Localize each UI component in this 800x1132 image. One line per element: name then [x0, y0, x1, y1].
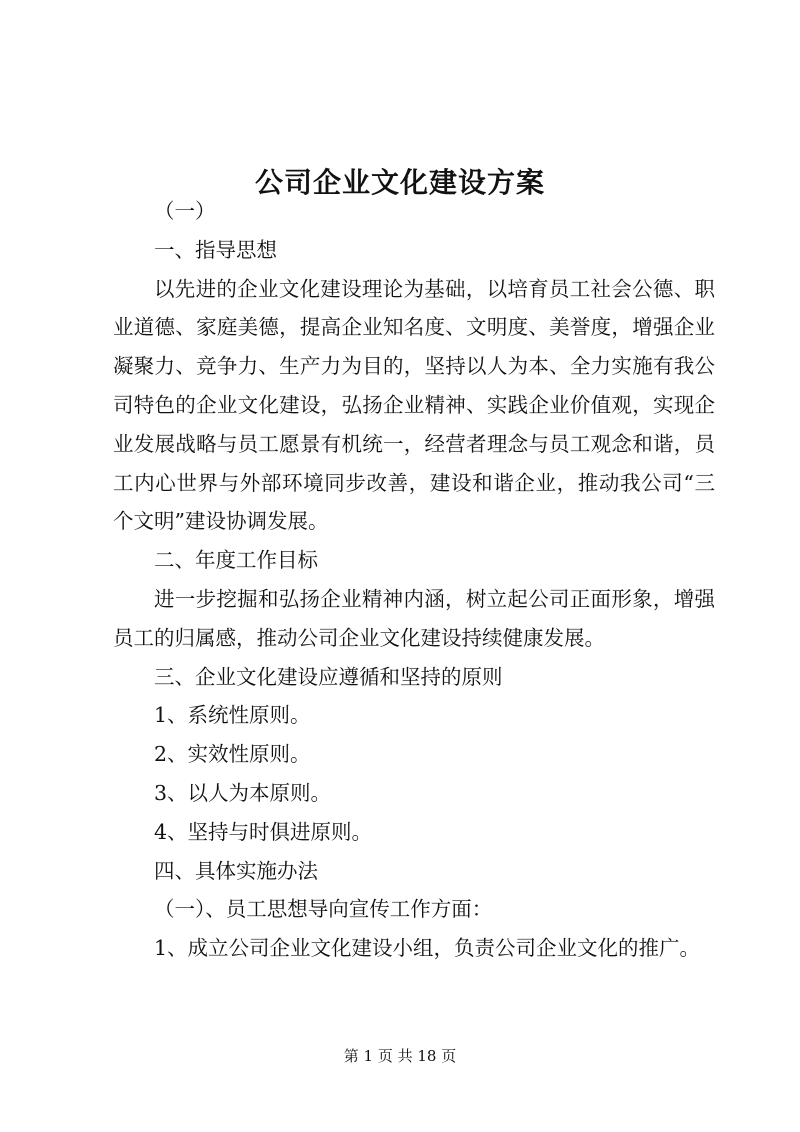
document-title: 公司企业文化建设方案: [254, 165, 545, 199]
principle-item: 3、以人为本原则。: [154, 780, 332, 805]
implementation-item: 1、成立公司企业文化建设小组，负责公司企业文化的推广。: [154, 936, 701, 961]
paragraph-annual-goals: 进一步挖掘和弘扬企业精神内涵，树立起公司正面形象，增强员工的归属感，推动公司企业文化建设持续健康发展。: [113, 586, 715, 650]
principle-item: 4、坚持与时俱进原则。: [154, 819, 373, 844]
heading-guiding-thought: 一、指导思想: [154, 237, 277, 262]
principle-item: 1、系统性原则。: [154, 703, 311, 728]
page-number-label: 第 1 页 共 18 页: [343, 1047, 457, 1065]
document-body: [113, 192, 715, 968]
page-footer: [0, 1046, 800, 1066]
subheading-publicity-work: （一）、员工思想导向宣传工作方面：: [154, 897, 493, 922]
principle-item: 2、实效性原则。: [154, 742, 311, 767]
section-number: （一）: [154, 199, 216, 223]
paragraph-guiding-thought: 以先进的企业文化建设理论为基础，以培育员工社会公德、职业道德、家庭美德，提高企业知名度、文明度、美誉度，增强企业凝聚力、竞争力、生产力为目的，坚持以人为本、全力实施有我公司特色的企业文化建设，弘扬企业精神、实践企业价值观，实现企业发展战略与员工愿景有机统一，经营者理念与员工观念和谐，员工内心世界与外部环境同步改善，建设和谐企业，推动我公司“三个文明”建设协调发展。: [113, 276, 715, 534]
heading-annual-goals: 二、年度工作目标: [154, 548, 318, 573]
heading-principles: 三、企业文化建设应遵循和坚持的原则: [154, 664, 503, 689]
heading-implementation: 四、具体实施办法: [154, 858, 318, 883]
